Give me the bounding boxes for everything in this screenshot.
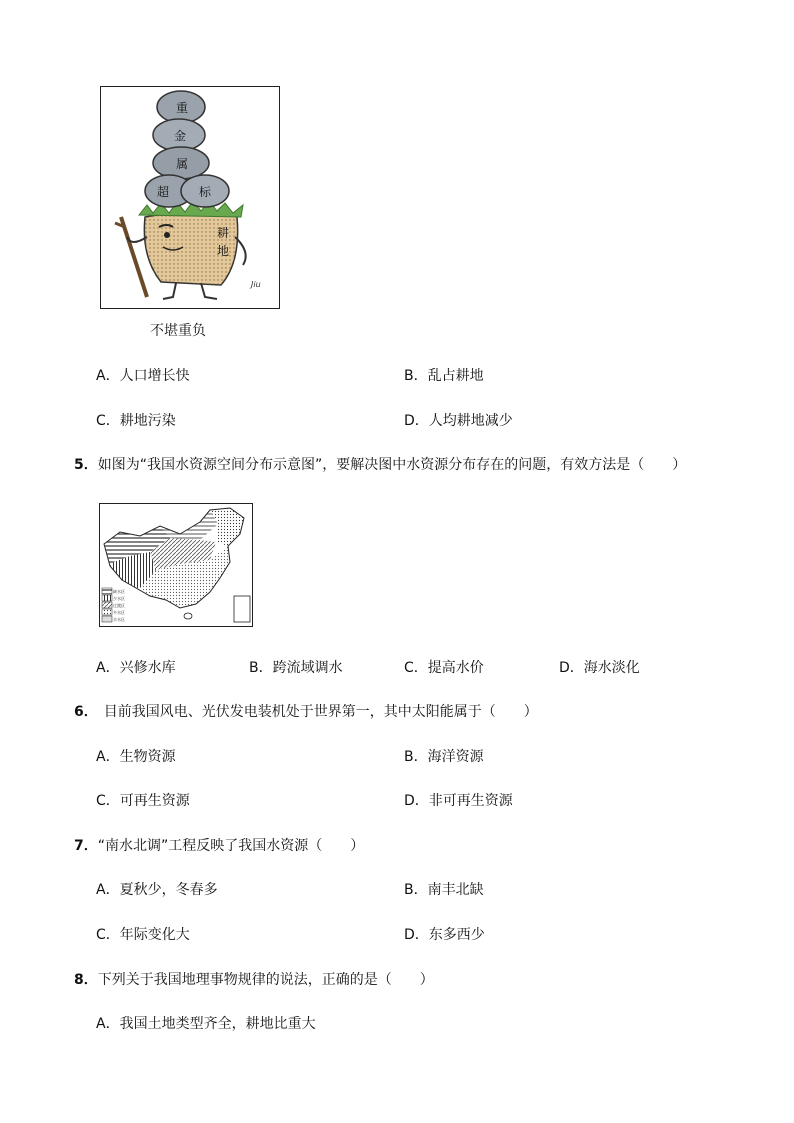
option-letter: D． <box>404 927 429 943</box>
body-label-2: 地 <box>217 244 230 258</box>
question-5 <box>74 456 686 474</box>
stone-label-3: 属 <box>176 157 189 171</box>
option-text: 可再生资源 <box>119 793 190 809</box>
q6-option-c[interactable] <box>96 792 190 810</box>
stone-label-2: 金 <box>174 129 187 143</box>
option-letter: B． <box>404 368 428 384</box>
question-text: 目前我国风电、光伏发电装机处于世界第一，其中太阳能属于（ ） <box>103 704 538 720</box>
legend-label-1: 缺水区 <box>113 589 125 594</box>
question-8 <box>74 971 434 989</box>
question-text: 如图为“我国水资源空间分布示意图”，要解决图中水资源分布存在的问题，有效方法是（ ） <box>97 457 687 473</box>
option-text: 南丰北缺 <box>427 882 484 898</box>
option-text: 生物资源 <box>119 749 176 765</box>
option-letter: B． <box>249 660 273 676</box>
option-letter: A． <box>96 368 120 384</box>
question-7 <box>74 837 364 855</box>
option-letter: A． <box>96 882 120 898</box>
option-letter: B． <box>404 882 428 898</box>
legend-label-3: 过渡区 <box>113 603 125 608</box>
question-number: 8． <box>74 972 98 988</box>
q5-option-c[interactable] <box>404 659 484 677</box>
option-text: 耕地污染 <box>119 413 176 429</box>
legend-label-2: 少水区 <box>113 596 125 601</box>
cartoon-caption: 不堪重负 <box>150 323 206 339</box>
q6-option-d[interactable] <box>404 792 513 810</box>
option-text: 提高水价 <box>427 660 484 676</box>
option-text: 年际变化大 <box>119 927 190 943</box>
option-text: 人均耕地减少 <box>428 413 513 429</box>
option-letter: A． <box>96 749 120 765</box>
option-letter: A． <box>96 660 120 676</box>
signature-text: Jiu <box>251 280 261 289</box>
option-text: 乱占耕地 <box>427 368 484 384</box>
option-letter: C． <box>96 927 120 943</box>
q8-option-a[interactable] <box>96 1015 316 1033</box>
option-letter: C． <box>404 660 428 676</box>
option-letter: D． <box>559 660 584 676</box>
stone-label-4: 超 <box>157 185 170 199</box>
q7-option-a[interactable] <box>96 881 218 899</box>
option-text: 跨流域调水 <box>272 660 343 676</box>
option-letter: C． <box>96 793 120 809</box>
stone-label-1: 重 <box>176 101 189 115</box>
cartoon-drawing <box>101 87 279 308</box>
option-text: 我国土地类型齐全，耕地比重大 <box>119 1016 316 1032</box>
water-resources-map <box>99 503 253 627</box>
q5-option-b[interactable] <box>249 659 343 677</box>
option-text: 非可再生资源 <box>428 793 513 809</box>
q7-option-d[interactable] <box>404 926 485 944</box>
q4-option-b[interactable] <box>404 367 484 385</box>
legend-label-5: 丰水区 <box>113 617 125 622</box>
map-drawing <box>100 504 252 626</box>
question-number: 7． <box>74 838 98 854</box>
question-text: “南水北调”工程反映了我国水资源（ ） <box>97 838 365 854</box>
q4-option-c[interactable] <box>96 412 176 430</box>
option-text: 海洋资源 <box>427 749 484 765</box>
question-text: 下列关于我国地理事物规律的说法，正确的是（ ） <box>97 972 434 988</box>
option-text: 海水淡化 <box>583 660 640 676</box>
option-text: 东多西少 <box>428 927 485 943</box>
q7-option-c[interactable] <box>96 926 190 944</box>
question-number: 5． <box>74 457 98 473</box>
option-letter: A． <box>96 1016 120 1032</box>
question-6 <box>74 703 538 721</box>
option-letter: B． <box>404 749 428 765</box>
option-letter: D． <box>404 413 429 429</box>
cartoon-image <box>100 86 280 309</box>
q5-option-a[interactable] <box>96 659 176 677</box>
q7-option-b[interactable] <box>404 881 484 899</box>
option-text: 夏秋少，冬春多 <box>119 882 218 898</box>
q4-option-d[interactable] <box>404 412 513 430</box>
option-letter: C． <box>96 413 120 429</box>
q6-option-a[interactable] <box>96 748 176 766</box>
q5-option-d[interactable] <box>559 659 640 677</box>
question-number: 6． <box>74 704 98 720</box>
option-text: 兴修水库 <box>119 660 176 676</box>
body-label-1: 耕 <box>217 226 230 240</box>
q6-option-b[interactable] <box>404 748 484 766</box>
q4-option-a[interactable] <box>96 367 190 385</box>
legend-label-4: 多水区 <box>113 610 125 615</box>
option-text: 人口增长快 <box>119 368 190 384</box>
stone-label-5: 标 <box>199 185 212 199</box>
option-letter: D． <box>404 793 429 809</box>
